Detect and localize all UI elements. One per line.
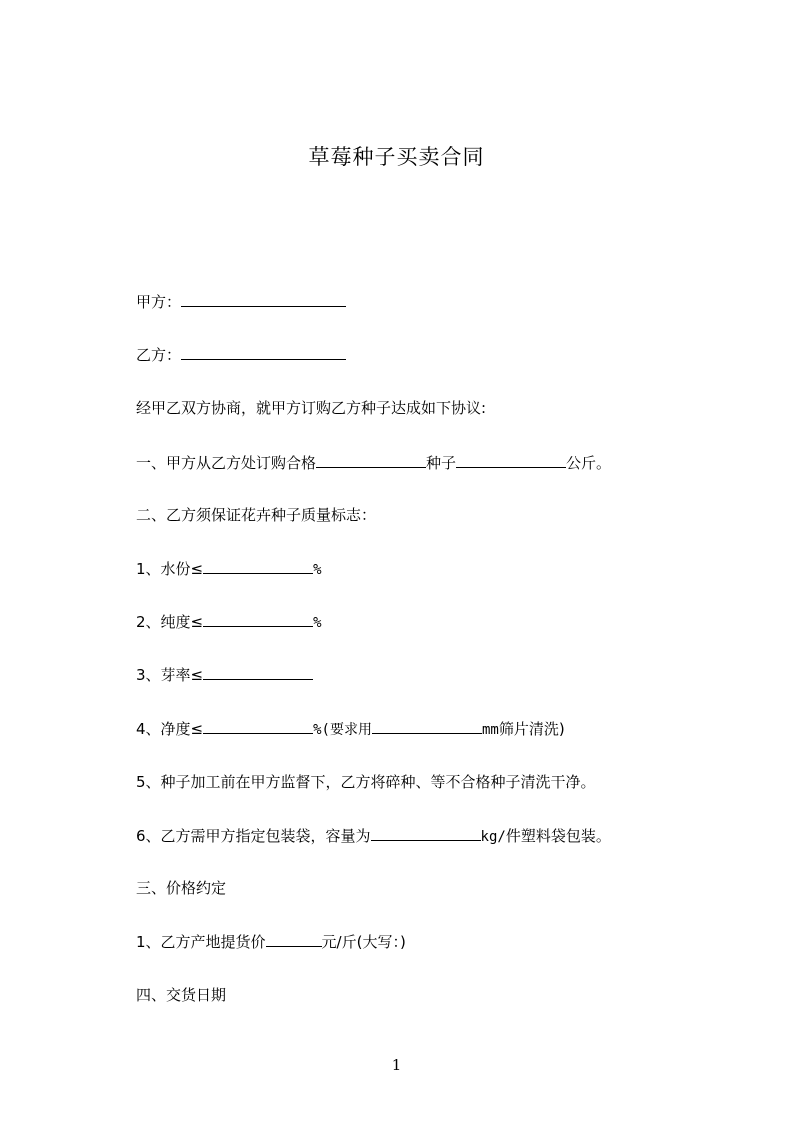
party-b-blank[interactable]	[181, 343, 346, 360]
price-text-b: 元/斤(大写：)	[321, 933, 406, 951]
item-1-label: 1、水份≤	[136, 560, 204, 578]
item-5: 5、种子加工前在甲方监督下，乙方将碎种、等不合格种子清洗干净。	[136, 773, 596, 791]
item-2-label: 2、纯度≤	[136, 613, 204, 631]
party-b-label: 乙方：	[136, 346, 182, 364]
cleanliness-blank[interactable]	[203, 717, 313, 734]
item-6-unit: kg/	[480, 829, 506, 845]
price-text-a: 1、乙方产地提货价	[136, 933, 266, 951]
item-6-text-c: 件塑料袋包装。	[505, 827, 611, 845]
item-4-text-d: 筛片清洗)	[498, 720, 565, 738]
item-1	[136, 557, 322, 581]
page-number: 1	[391, 1056, 402, 1074]
party-a-blank[interactable]	[181, 290, 346, 307]
item-4	[136, 717, 565, 741]
moisture-blank[interactable]	[203, 557, 313, 574]
party-b-line	[136, 343, 346, 366]
party-a-label: 甲方：	[136, 293, 182, 311]
item-2-unit: %	[313, 615, 322, 631]
germination-blank[interactable]	[203, 663, 313, 680]
variety-blank[interactable]	[316, 451, 426, 468]
clause-3-heading: 三、价格约定	[136, 879, 227, 897]
item-4-text-b: %(要求用	[313, 722, 372, 738]
item-1-unit: %	[313, 562, 322, 578]
item-3-label: 3、芽率≤	[136, 666, 204, 684]
intro-paragraph: 经甲乙双方协商，就甲方订购乙方种子达成如下协议:	[136, 399, 487, 417]
clause-1-text-c: 公斤。	[566, 454, 612, 472]
purity-blank[interactable]	[203, 610, 313, 627]
document-title: 草莓种子买卖合同	[308, 145, 485, 169]
clause-1	[136, 451, 611, 474]
item-6-text-a: 6、乙方需甲方指定包装袋，容量为	[136, 827, 371, 845]
clause-4-heading: 四、交货日期	[136, 986, 227, 1004]
capacity-blank[interactable]	[371, 824, 481, 841]
party-a-line	[136, 290, 346, 313]
price-line	[136, 930, 406, 953]
price-blank[interactable]	[266, 930, 322, 947]
item-4-label: 4、净度≤	[136, 720, 204, 738]
item-2	[136, 610, 322, 634]
clause-2-heading: 二、乙方须保证花卉种子质量标志：	[136, 506, 377, 524]
item-4-unit: mm	[481, 722, 499, 738]
item-6	[136, 824, 611, 848]
clause-1-text-a: 一、甲方从乙方处订购合格	[136, 454, 317, 472]
clause-1-text-b: 种子	[426, 454, 457, 472]
item-3	[136, 663, 313, 686]
sieve-size-blank[interactable]	[372, 717, 482, 734]
quantity-blank[interactable]	[456, 451, 566, 468]
